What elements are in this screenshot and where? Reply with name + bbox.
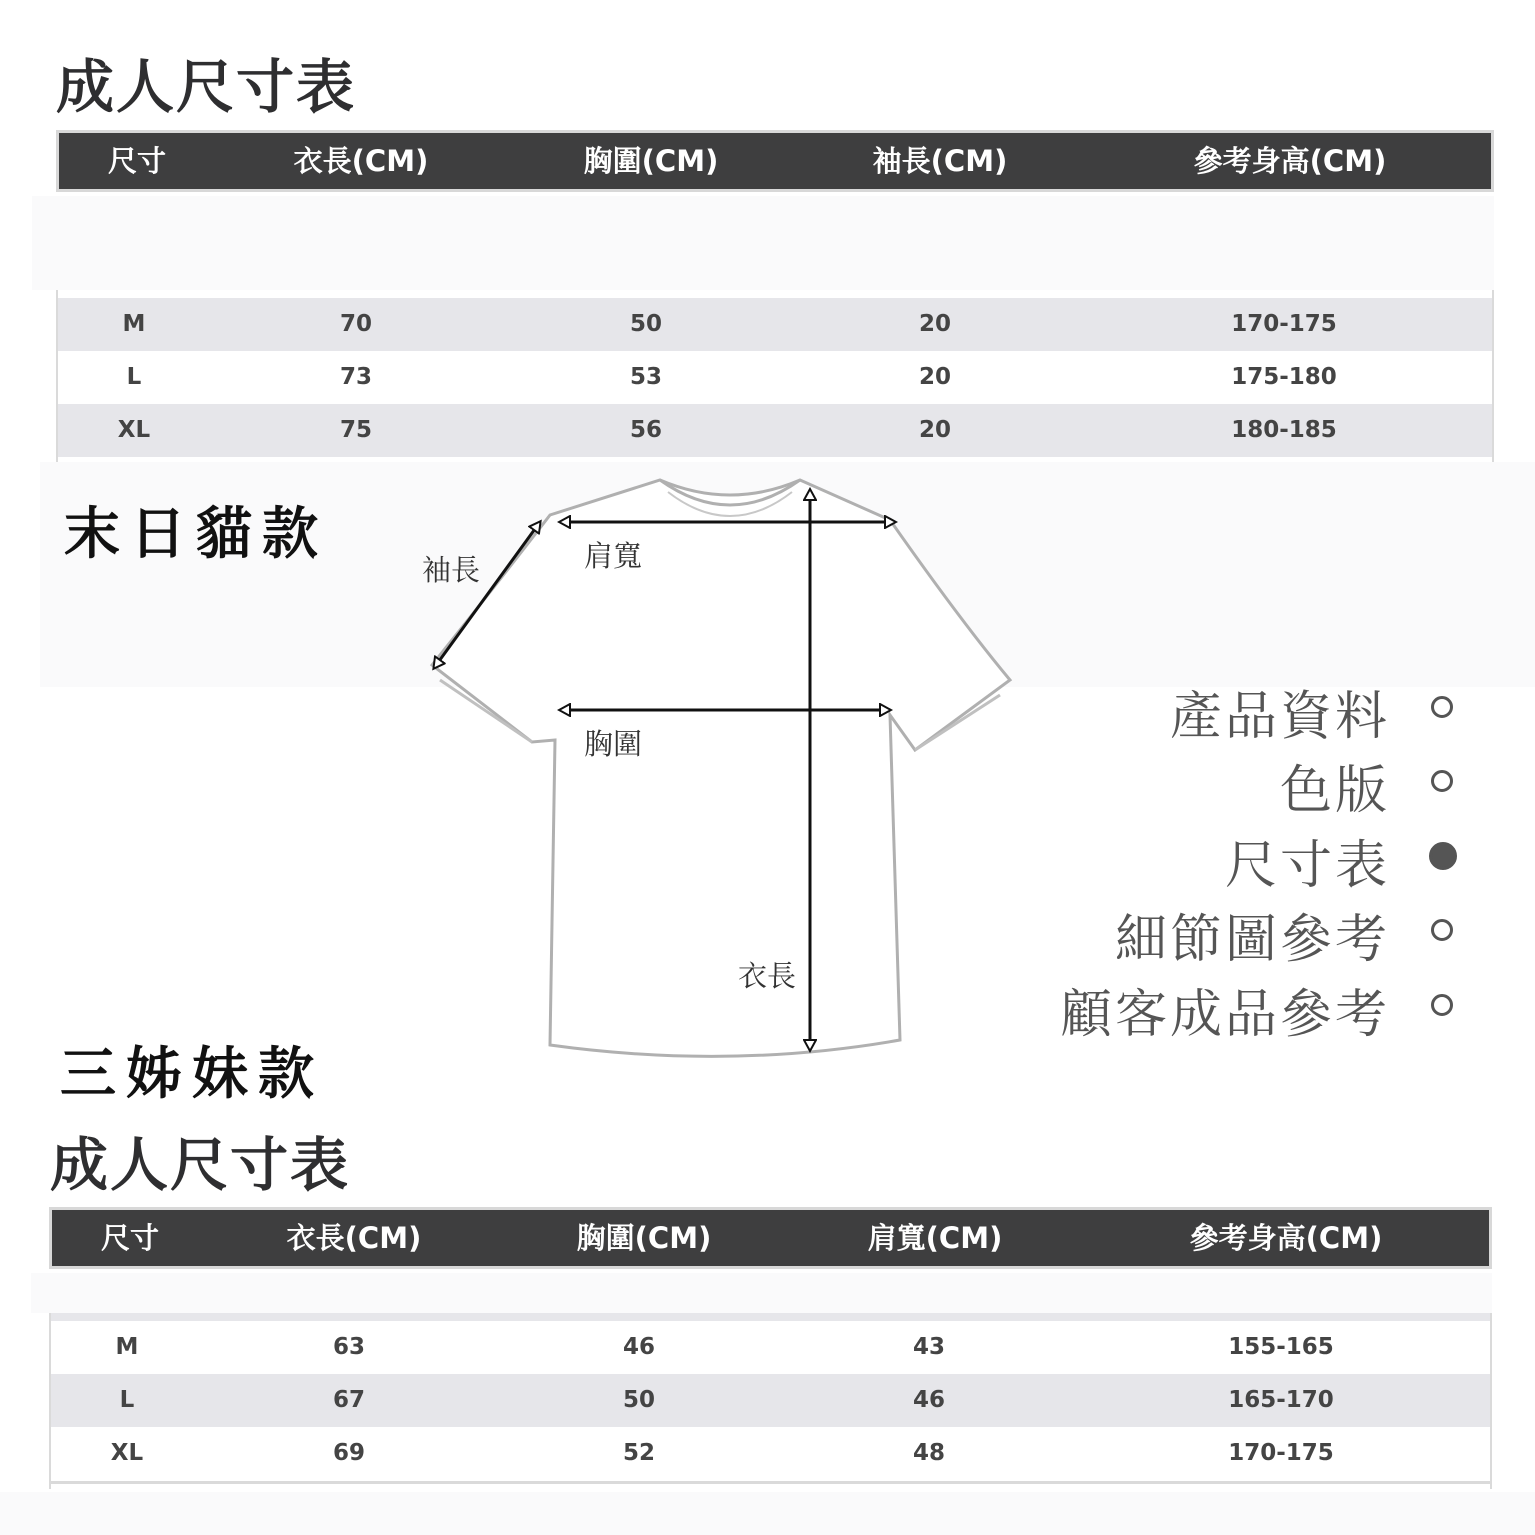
cell-chest: 46 bbox=[622, 1334, 656, 1360]
table-row bbox=[58, 351, 1492, 404]
bottom-chart-title: 成人尺寸表 bbox=[50, 1131, 351, 1199]
table-row bbox=[58, 298, 1492, 351]
table-bottom-border bbox=[51, 1481, 1490, 1484]
header-size: 尺寸 bbox=[100, 1221, 160, 1255]
variant-label-first: 末日貓款 bbox=[64, 502, 328, 567]
top-table-body bbox=[56, 290, 1494, 462]
cell-height: 170-175 bbox=[1228, 1440, 1334, 1466]
cell-size: XL bbox=[117, 417, 151, 443]
cell-shoulder: 48 bbox=[912, 1440, 946, 1466]
menu-item-customer-photos[interactable]: 顧客成品參考 bbox=[1059, 985, 1390, 1045]
cell-length: 73 bbox=[339, 364, 373, 390]
header-size: 尺寸 bbox=[107, 144, 167, 178]
menu-dot-size-chart[interactable] bbox=[1429, 842, 1457, 870]
table-row bbox=[51, 1321, 1490, 1374]
header-sleeve: 袖長(CM) bbox=[872, 144, 1008, 178]
label-sleeve-length: 袖長 bbox=[422, 553, 481, 587]
cell-shoulder: 43 bbox=[912, 1334, 946, 1360]
top-size-table bbox=[56, 130, 1494, 462]
cell-size: XL bbox=[110, 1440, 144, 1466]
cell-size: L bbox=[126, 364, 142, 390]
header-shoulder: 肩寬(CM) bbox=[867, 1221, 1003, 1255]
cell-size: M bbox=[122, 311, 146, 337]
table-row bbox=[58, 404, 1492, 457]
top-table-spacer bbox=[32, 196, 1494, 290]
label-chest: 胸圍 bbox=[584, 727, 643, 761]
cell-height: 170-175 bbox=[1231, 311, 1337, 337]
table-row bbox=[51, 1374, 1490, 1427]
menu-item-colors[interactable]: 色版 bbox=[1279, 761, 1390, 821]
tshirt-outline bbox=[432, 480, 1010, 1056]
table-row bbox=[51, 1427, 1490, 1480]
bottom-table-spacer bbox=[31, 1273, 1492, 1313]
table-row bbox=[51, 1313, 1490, 1321]
cell-height: 180-185 bbox=[1231, 417, 1337, 443]
menu-dot-customer-photos[interactable] bbox=[1431, 994, 1453, 1016]
background-panel-bottom bbox=[0, 1492, 1535, 1535]
cell-sleeve: 20 bbox=[918, 417, 952, 443]
top-chart-title: 成人尺寸表 bbox=[56, 53, 357, 121]
header-length: 衣長(CM) bbox=[286, 1221, 422, 1255]
tshirt-measurement-diagram bbox=[420, 470, 1020, 1070]
cell-height: 175-180 bbox=[1231, 364, 1337, 390]
cell-height: 165-170 bbox=[1228, 1387, 1334, 1413]
label-body-length: 衣長 bbox=[738, 959, 797, 993]
cell-size: M bbox=[115, 1334, 139, 1360]
top-table-header bbox=[56, 130, 1494, 192]
cell-length: 75 bbox=[339, 417, 373, 443]
cell-length: 69 bbox=[332, 1440, 366, 1466]
bottom-table-header bbox=[49, 1207, 1492, 1269]
cell-chest: 50 bbox=[629, 311, 663, 337]
header-chest: 胸圍(CM) bbox=[583, 144, 719, 178]
menu-item-details[interactable]: 細節圖參考 bbox=[1114, 910, 1390, 970]
label-shoulder-width: 肩寬 bbox=[584, 539, 643, 573]
header-chest: 胸圍(CM) bbox=[576, 1221, 712, 1255]
cell-height: 155-165 bbox=[1228, 1334, 1334, 1360]
header-height: 參考身高(CM) bbox=[1189, 1221, 1383, 1255]
cell-sleeve: 20 bbox=[918, 311, 952, 337]
menu-dot-product-info[interactable] bbox=[1431, 696, 1453, 718]
variant-label-second: 三姊妹款 bbox=[60, 1042, 324, 1107]
cell-length: 70 bbox=[339, 311, 373, 337]
menu-item-size-chart[interactable]: 尺寸表 bbox=[1224, 836, 1390, 896]
cell-length: 67 bbox=[332, 1387, 366, 1413]
cell-chest: 53 bbox=[629, 364, 663, 390]
cell-size: L bbox=[119, 1387, 135, 1413]
bottom-table-body bbox=[49, 1313, 1492, 1489]
cell-sleeve: 20 bbox=[918, 364, 952, 390]
menu-dot-details[interactable] bbox=[1431, 919, 1453, 941]
bottom-size-table bbox=[49, 1207, 1492, 1489]
cell-chest: 56 bbox=[629, 417, 663, 443]
header-height: 參考身高(CM) bbox=[1193, 144, 1387, 178]
cell-shoulder: 46 bbox=[912, 1387, 946, 1413]
menu-item-product-info[interactable]: 產品資料 bbox=[1169, 687, 1390, 747]
cell-chest: 52 bbox=[622, 1440, 656, 1466]
cell-length: 63 bbox=[332, 1334, 366, 1360]
menu-dot-colors[interactable] bbox=[1431, 770, 1453, 792]
header-length: 衣長(CM) bbox=[293, 144, 429, 178]
cell-chest: 50 bbox=[622, 1387, 656, 1413]
